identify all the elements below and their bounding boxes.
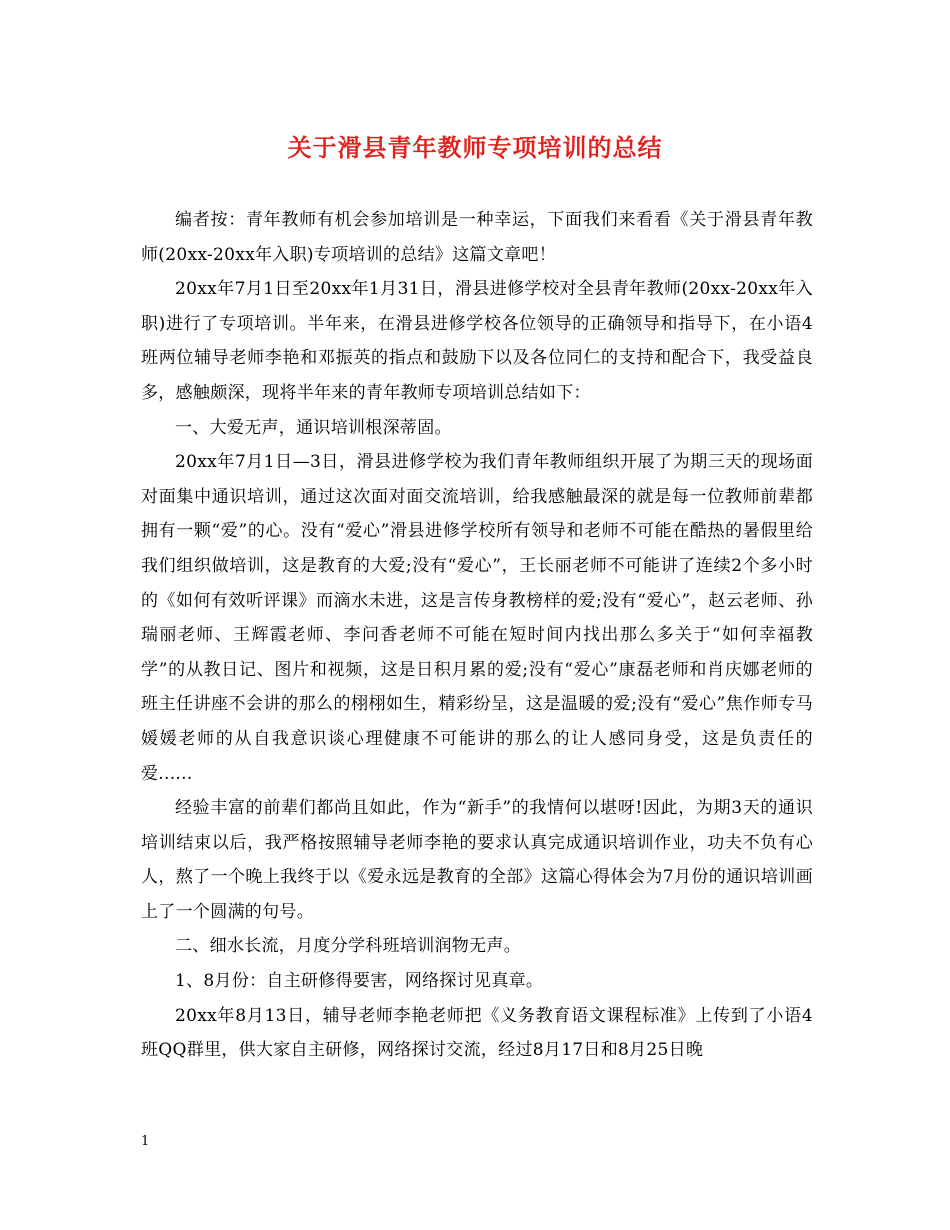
paragraph-august: 20xx年8月13日，辅导老师李艳老师把《义务教育语文课程标准》上传到了小语4班QQ群里，供大家自主研修，网络探讨交流，经过8月17日和8月25日晚 xyxy=(141,1005,813,1061)
document-body xyxy=(141,203,813,1068)
paragraph-experience: 经验丰富的前辈们都尚且如此，作为“新手”的我情何以堪呀!因此，为期3天的通识培训结束以后，我严格按照辅导老师李艳的要求认真完成通识培训作业，功夫不负有心人，熬了一个晚上我终于以《爱永远是教育的全部》这篇心得体会为7月份的通识培训画上了一个圆满的句号。 xyxy=(141,798,813,922)
document-title: 关于滑县青年教师专项培训的总结 xyxy=(287,133,663,162)
paragraph-general-training: 20xx年7月1日—3日，滑县进修学校为我们青年教师组织开展了为期三天的现场面对面集中通识培训，通过这次面对面交流培训，给我感触最深的就是每一位教师前辈都拥有一颗“爱”的心。没有“爱心”滑县进修学校所有领导和老师不可能在酷热的暑假里给我们组织做培训，这是教育的大爱;没有“爱心”，王长丽老师不可能讲了连续2个多小时的《如何有效听评课》而滴水未进，这是言传身教榜样的爱;没有“爱心”，赵云老师、孙瑞丽老师、王辉霞老师、李问香老师不可能在短时间内找出那么多关于“如何幸福教学”的从教日记、图片和视频，这是日积月累的爱;没有“爱心”康磊老师和肖庆娜老师的班主任讲座不会讲的那么的栩栩如生，精彩纷呈，这是温暖的爱;没有“爱心”焦作师专马媛媛老师的从自我意识谈心理健康不可能讲的那么的让人感同身受，这是负责任的爱...... xyxy=(141,452,813,784)
page-number: 1 xyxy=(141,1134,150,1149)
section-heading-2: 二、细水长流，月度分学科班培训润物无声。 xyxy=(175,936,521,957)
section-heading-1: 一、大爱无声，通识培训根深蒂固。 xyxy=(175,417,452,438)
paragraph-editor-note: 编者按：青年教师有机会参加培训是一种幸运，下面我们来看看《关于滑县青年教师(20xx-20xx年入职)专项培训的总结》这篇文章吧！ xyxy=(141,210,813,265)
paragraph-intro: 20xx年7月1日至20xx年1月31日，滑县进修学校对全县青年教师(20xx-20xx年入职)进行了专项培训。半年来，在滑县进修学校各位领导的正确领导和指导下，在小语4班两位辅导老师李艳和邓振英的指点和鼓励下以及各位同仁的支持和配合下，我受益良多，感触颇深，现将半年来的青年教师专项培训总结如下： xyxy=(141,279,813,403)
subsection-heading-august: 1、8月份：自主研修得要害，网络探讨见真章。 xyxy=(175,971,544,992)
